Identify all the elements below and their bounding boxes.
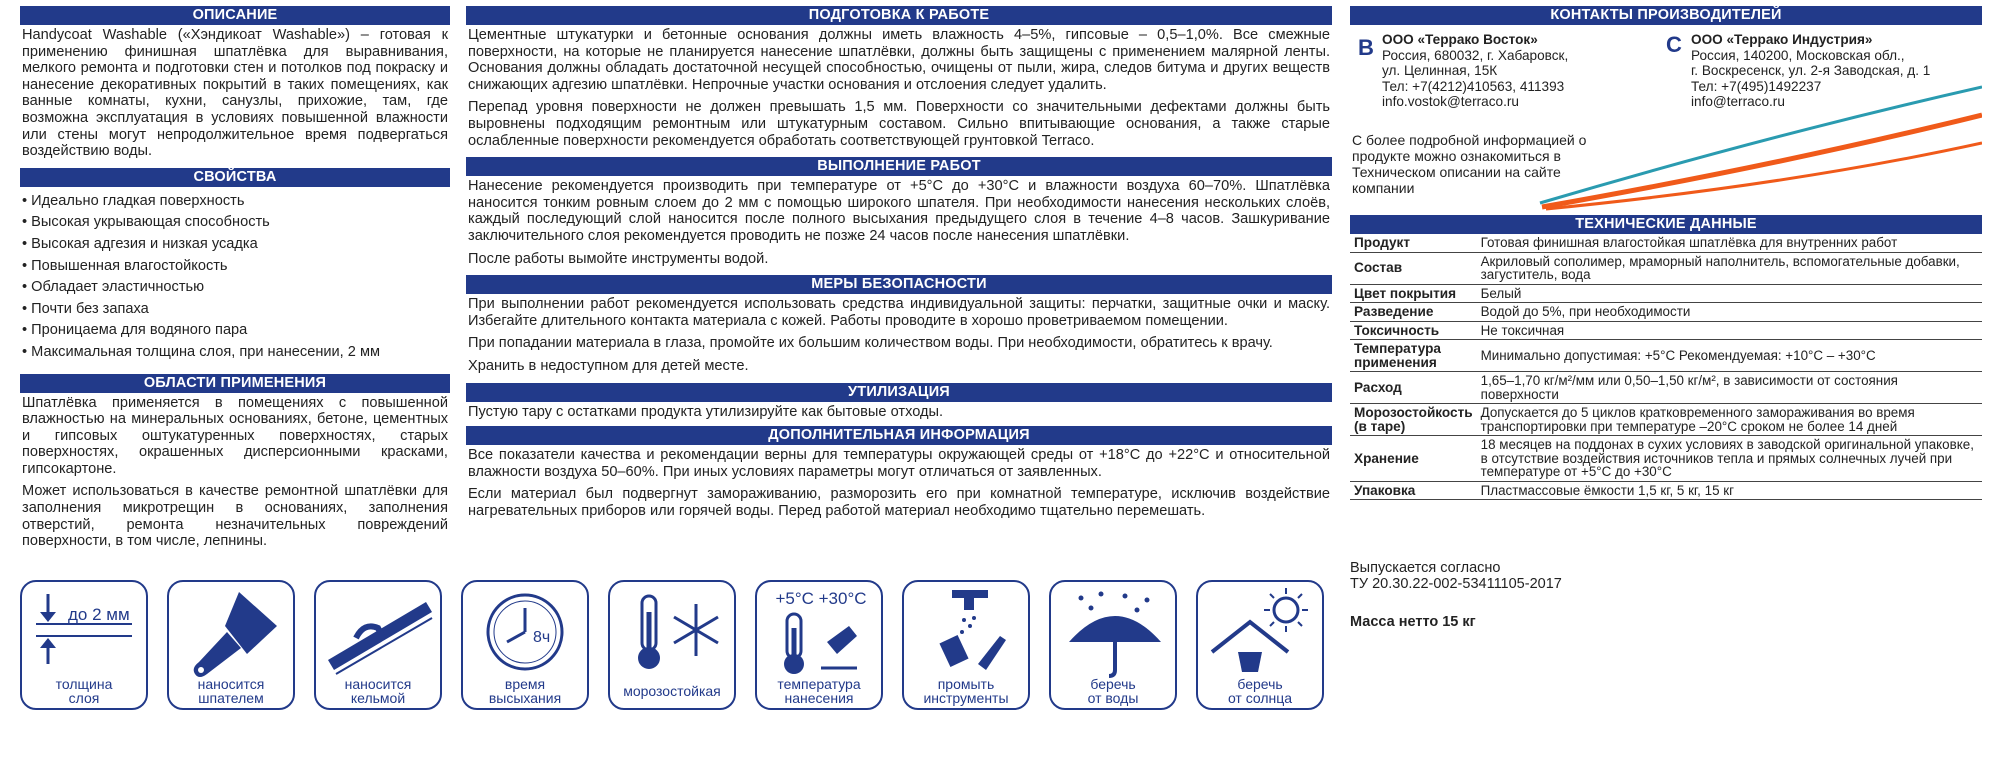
icon-label: +5°С +30°С: [775, 589, 867, 608]
tech-value: Водой до 5%, при необходимости: [1477, 303, 1982, 322]
tech-value: 1,65–1,70 кг/м²/мм или 0,50–1,50 кг/м², в зависимости от состояния поверхности: [1477, 372, 1982, 404]
frost-resistant-tile: морозостойкая: [608, 580, 736, 710]
table-row: [1350, 252, 1982, 284]
list-item: • Максимальная толщина слоя, при нанесении, 2 мм: [22, 342, 450, 364]
more-info-note: С более подробной информацией о продукте можно ознакомиться в Техническом описании на сайте компании: [1352, 132, 1587, 196]
safety-header: МЕРЫ БЕЗОПАСНОСТИ: [466, 275, 1332, 294]
center-letter: С: [1666, 32, 1682, 57]
clock-tile: 8ч время высыхания: [461, 580, 589, 710]
tech-key: Хранение: [1350, 436, 1477, 482]
tech-header: ТЕХНИЧЕСКИЕ ДАННЫЕ: [1350, 215, 1982, 234]
email-link[interactable]: info.vostok@terraco.ru: [1382, 94, 1519, 109]
description-header: ОПИСАНИЕ: [20, 6, 450, 25]
tech-key: Разведение: [1350, 303, 1477, 322]
execution-header: ВЫПОЛНЕНИЕ РАБОТ: [466, 157, 1332, 176]
table-row: [1350, 340, 1982, 372]
contacts-block: [1350, 25, 1982, 215]
properties-list: [22, 191, 450, 364]
contact-center: ООО «Террако Индустрия» Россия, 140200, Московская обл., г. Воскресенск, ул. 2-я Заводская, д. 1 Тел: +7(495)1492237 info@terraco.ru: [1691, 32, 1981, 110]
list-item: • Проницаема для водяного пара: [22, 320, 450, 342]
table-row: [1350, 303, 1982, 322]
contacts-header: КОНТАКТЫ ПРОИЗВОДИТЕЛЕЙ: [1350, 6, 1982, 25]
email-link[interactable]: info@terraco.ru: [1691, 94, 1785, 109]
application-header: ОБЛАСТИ ПРИМЕНЕНИЯ: [20, 374, 450, 393]
list-item: • Почти без запаха: [22, 299, 450, 321]
additional-header: ДОПОЛНИТЕЛЬНАЯ ИНФОРМАЦИЯ: [466, 426, 1332, 445]
tech-key: Состав: [1350, 252, 1477, 284]
execution-text: Нанесение рекомендуется производить при температуре от +5°С до +30°С и влажности воздуха 60–70%. Шпатлёвка наносится тонким ровным слоем до 2 мм с помощью широкого шпателя. При необходимости нанесения нескольких слоёв, каждый последующий слой наносится после полного высыхания предыдущего слоя в течение 4–8 часов. Зашкуривание заключительного слоя рекомендуется проводить не позже 24 часов после нанесения шпатлёвки. После работы вымойте инструменты водой.: [468, 178, 1330, 267]
wash-tools-tile: промыть инструменты: [902, 580, 1030, 710]
east-letter: В: [1358, 35, 1374, 60]
trowel-tile: наносится кельмой: [314, 580, 442, 710]
spatula-tile: наносится шпателем: [167, 580, 295, 710]
tech-value: 18 месяцев на поддонах в сухих условиях в заводской оригинальной упаковке, в отсутствие воздействия источников тепла и прямых солнечных лучей при температуре от +5°С до +30°С: [1477, 436, 1982, 482]
tech-key: Токсичность: [1350, 321, 1477, 340]
safety-text: При выполнении работ рекомендуется использовать средства индивидуальной защиты: перчатки, защитные очки и маску. Избегайте длительного контакта материала с кожей. Работы проводите в хорошо проветриваемом помещении. При попадании материала в глаза, промойте их большим количеством воды. При необходимости, обратитесь к врачу. Хранить в недоступном для детей месте.: [468, 296, 1330, 374]
right-column: [1350, 6, 1982, 630]
tu-note: Выпускается согласно ТУ 20.30.22-002-53411105-2017: [1350, 560, 1562, 592]
middle-column: [466, 6, 1332, 525]
list-item: • Высокая укрывающая способность: [22, 212, 450, 234]
tech-key: Упаковка: [1350, 481, 1477, 500]
keep-from-water-tile: беречь от воды: [1049, 580, 1177, 710]
list-item: • Высокая адгезия и низкая усадка: [22, 234, 450, 256]
preparation-text: Цементные штукатурки и бетонные основания должны иметь влажность 4–5%, гипсовые – 0,5–1,0%. Все смежные поверхности, на которые не планируется нанесение шпатлёвки, должны быть защищены с применением малярной ленты. Основания должны обладать достаточной несущей способностью, очищены от пыли, жира, следов битума и других веществ снижающих адгезию шпатлёвки. Непрочные участки основания и отслоения следует удалить. Перепад уровня поверхности не должен превышать 1,5 мм. Поверхности со значительными дефектами должны быть выровнены подходящим ремонтным или штукатурным составом. Сильно впитывающие основания, а также старые ослабленные поверхности рекомендуется обработать соответствующей грунтовкой Terraco.: [468, 27, 1330, 149]
table-row: [1350, 372, 1982, 404]
table-row: [1350, 234, 1982, 252]
contact-east: ООО «Террако Восток» Россия, 680032, г. Хабаровск, ул. Целинная, 15К Тел: +7(4212)410563, 411393 info.vostok@terraco.ru: [1382, 32, 1642, 110]
pictogram-row: [20, 580, 1332, 712]
preparation-header: ПОДГОТОВКА К РАБОТЕ: [466, 6, 1332, 25]
tech-value: Белый: [1477, 284, 1982, 303]
table-row: [1350, 481, 1982, 500]
disposal-header: УТИЛИЗАЦИЯ: [466, 383, 1332, 402]
tech-key: Температура применения: [1350, 340, 1477, 372]
table-row: [1350, 284, 1982, 303]
application-temperature-tile: +5°С +30°С температура нанесения: [755, 580, 883, 710]
left-column: [20, 6, 450, 556]
tech-table: [1350, 234, 1982, 500]
list-item: • Обладает эластичностью: [22, 277, 450, 299]
table-row: [1350, 321, 1982, 340]
keep-from-sun-tile: беречь от солнца: [1196, 580, 1324, 710]
tech-value: Не токсичная: [1477, 321, 1982, 340]
disposal-text: Пустую тару с остатками продукта утилизируйте как бытовые отходы.: [468, 403, 944, 420]
tech-key: Продукт: [1350, 234, 1477, 252]
layer-thickness-tile: до 2 мм толщина слоя: [20, 580, 148, 710]
description-text: Handycoat Washable («Хэндикоат Washable») – готовая к применению финишная шпатлёвка для выравнивания, мелкого ремонта и подготовки стен и потолков под покраску и нанесение декоративных покрытий в таких помещениях, как ванные комнаты, кухни, санузлы, прихожие, там, где возможна эксплуатация в условиях повышенной влажности или стены могут непродолжительное время подвергаться воздействию воды.: [22, 27, 448, 160]
tech-value: Минимально допустимая: +5°С Рекомендуемая: +10°С – +30°С: [1477, 340, 1982, 372]
tech-key: Расход: [1350, 372, 1477, 404]
tech-value: Готовая финишная влагостойкая шпатлёвка для внутренних работ: [1477, 234, 1982, 252]
table-row: [1350, 436, 1982, 482]
icon-label: 8ч: [533, 629, 551, 646]
application-text: Шпатлёвка применяется в помещениях с повышенной влажностью на минеральных основаниях, бетоне, цементных и гипсовых оштукатуренных поверхностях, старых поверхностях, окрашенных дисперсионными красками, гипсокартоне. Может использоваться в качестве ремонтной шпатлёвки для заполнения микротрещин в основаниях, заполнения отверстий, ремонта незначительных повреждений поверхности, в том числе, лепнины.: [22, 394, 448, 550]
additional-text: Все показатели качества и рекомендации верны для температуры окружающей среды от +18°С до +22°С и относительной влажности воздуха 50–60%. При иных условиях параметры могут отличаться от заявленных. Если материал был подвергнут замораживанию, разморозить его при комнатной температуре, исключив воздействие нагревательных приборов или горячей воды. Перед работой материал необходимо тщательно перемешать.: [468, 447, 1330, 519]
net-mass: Масса нетто 15 кг: [1350, 614, 1476, 630]
table-row: [1350, 404, 1982, 436]
list-item: • Повышенная влагостойкость: [22, 256, 450, 278]
tech-value: Допускается до 5 циклов кратковременного замораживания во время транспортировки при температуре –20°С сроком не более 14 дней: [1477, 404, 1982, 436]
icon-label: до 2 мм: [68, 605, 130, 624]
properties-header: СВОЙСТВА: [20, 168, 450, 187]
tech-key: Цвет покрытия: [1350, 284, 1477, 303]
tech-value: Акриловый сополимер, мраморный наполнитель, вспомогательные добавки, загуститель, вода: [1477, 252, 1982, 284]
list-item: • Идеально гладкая поверхность: [22, 191, 450, 213]
tech-value: Пластмассовые ёмкости 1,5 кг, 5 кг, 15 кг: [1477, 481, 1982, 500]
tech-key: Морозостойкость (в таре): [1350, 404, 1477, 436]
